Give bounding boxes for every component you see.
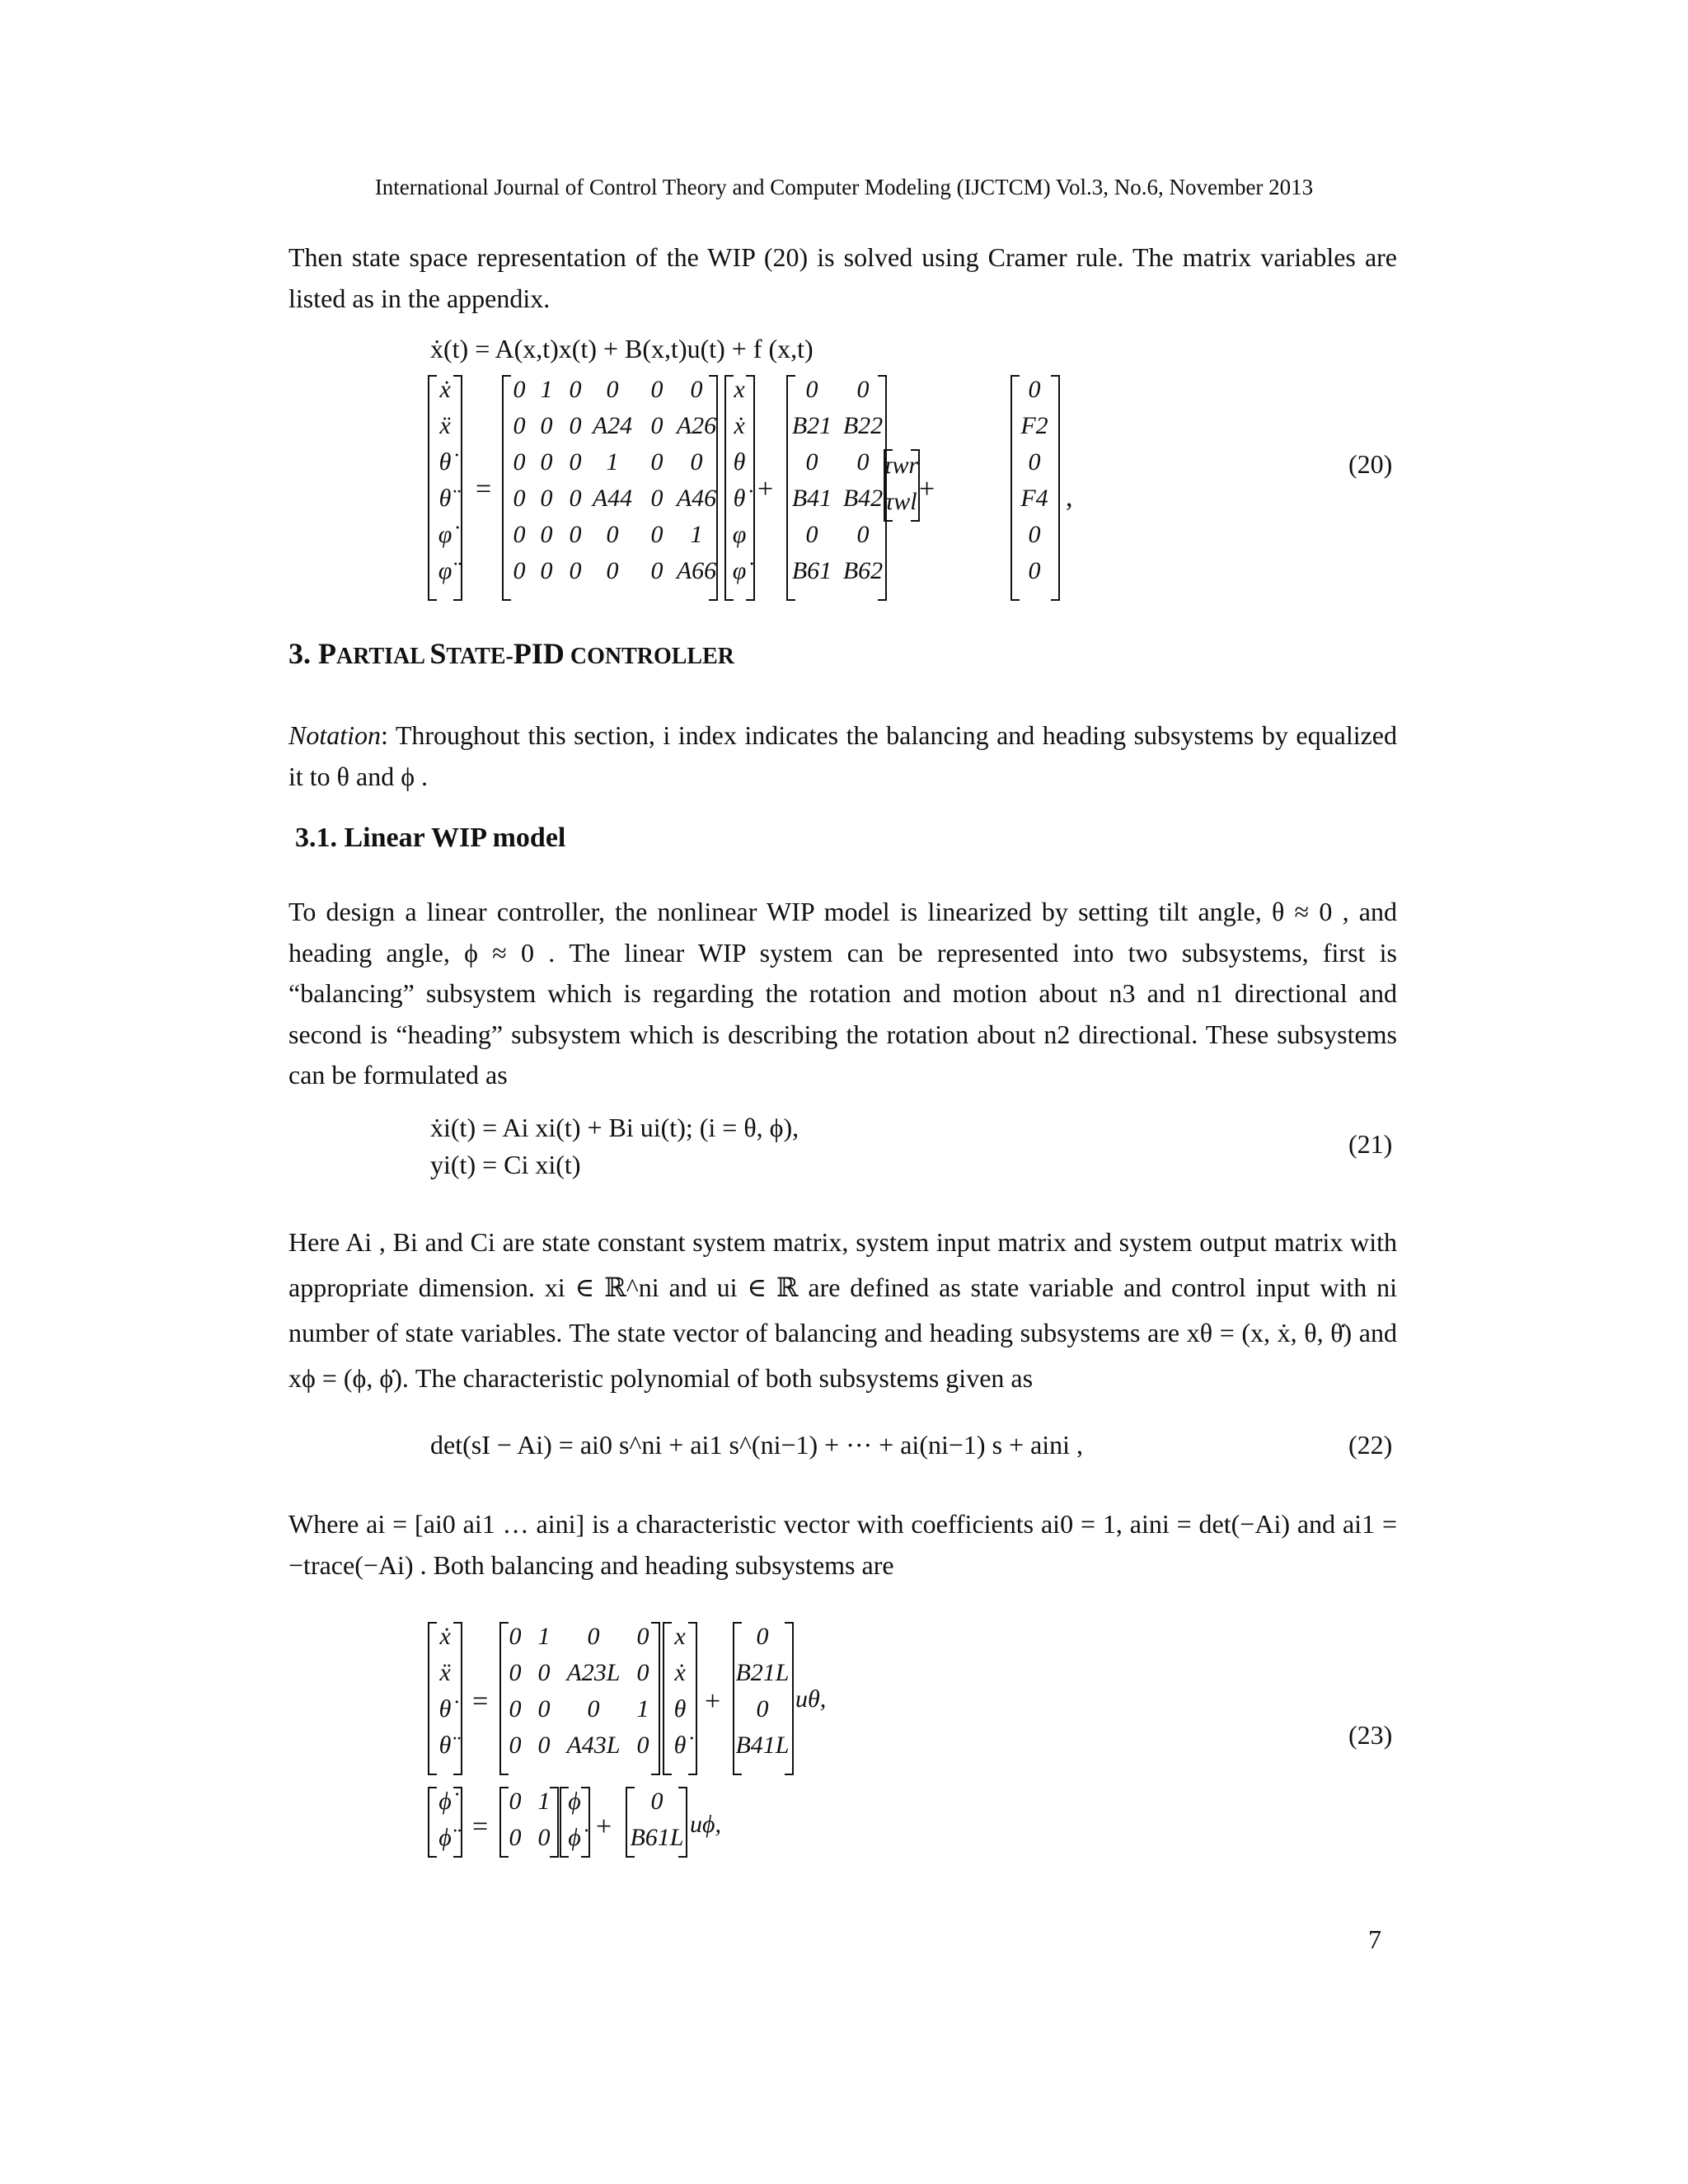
eq20-A-entry: 0	[540, 448, 553, 476]
eq23-phi-B-vector	[630, 1788, 683, 1851]
eq20-lhs-entry: ẍ	[439, 412, 451, 439]
eq23-phi-A-entry: 0	[509, 1788, 522, 1815]
eq20-state-vector	[733, 376, 754, 584]
eq23-theta-input: uθ,	[795, 1685, 827, 1713]
eq22-characteristic-polynomial: det(sI − Ai) = ai0 s^ni + ai1 s^(ni−1) + ··· + ai(ni−1) s + aini ,	[430, 1430, 1084, 1460]
eq20-A-entry: A46	[676, 485, 717, 512]
eq21-number: (21)	[1348, 1129, 1393, 1159]
eq23-phi-plus-sign: +	[596, 1811, 612, 1842]
eq20-state-entry: φ̇	[732, 557, 747, 584]
eq23-theta-B-entry: 0	[756, 1695, 769, 1722]
eq20-A-entry: 0	[690, 376, 703, 403]
where-paragraph: Where ai = [ai0 ai1 … aini] is a characteristic vector with coefficients ai0 = 1, aini = det(−Ai) and ai1 = −trace(−Ai) . Both balancing and heading subsystems are	[288, 1509, 1397, 1580]
eq20-B-entry: 0	[856, 376, 870, 403]
eq20-A-entry: 0	[606, 521, 619, 548]
eq20-F-entry: 0	[1028, 521, 1041, 548]
section-title-part: S	[429, 637, 447, 670]
eq20-A-entry: 0	[650, 376, 663, 403]
eq20-A-entry: 0	[650, 448, 663, 476]
eq20-plus-sign-1: +	[757, 474, 774, 504]
eq23-theta-A-entry: 1	[636, 1695, 649, 1722]
eq20-B-entry: B62	[842, 557, 884, 584]
eq20-tau-entry: τwr	[883, 452, 919, 479]
eq23-theta-equals-sign: =	[472, 1686, 489, 1717]
eq23-phi-state-entry: ϕ	[568, 1788, 581, 1815]
eq23-theta-B-entry: 0	[756, 1623, 769, 1650]
eq23-theta-lhs-entry: θ̇	[438, 1695, 452, 1722]
eq20-state-entry: θ̇	[733, 485, 746, 512]
eq23-phi-B-entry: 0	[650, 1788, 663, 1815]
eq23-phi-state-entry: ϕ̇	[568, 1824, 581, 1851]
eq20-A-entry: 1	[690, 521, 703, 548]
eq20-F-entry: 0	[1028, 376, 1041, 403]
eq20-torque-vector	[884, 452, 919, 515]
eq20-B-entry: 0	[805, 521, 818, 548]
eq20-lhs-vector	[438, 376, 462, 584]
eq20-lhs-entry: φ̇	[438, 521, 452, 548]
eq20-A-entry: 0	[569, 485, 582, 512]
eq20-A-entry: 0	[606, 376, 619, 403]
eq20-A-entry: 0	[513, 485, 526, 512]
eq20-equals-sign: =	[476, 474, 492, 504]
eq23-phi-equals-sign: =	[472, 1811, 489, 1842]
eq20-lhs-entry: θ̇	[438, 448, 452, 476]
eq23-theta-lhs-entry: ẍ	[439, 1659, 451, 1686]
page-number: 7	[1368, 1924, 1381, 1954]
linear-model-paragraph: To design a linear controller, the nonlinear WIP model is linearized by setting tilt angle, θ ≈ 0 , and heading angle, ϕ ≈ 0 . The linear WIP system can be represented into two subsystems, first is “balancing” subsystem which is regarding the rotation and motion about n3 and n1 directional and second is “heading” subsystem which is describing the rotation about n2 directional. These subsystems can be formulated as	[288, 897, 1397, 1090]
eq20-lhs-entry: ẋ	[439, 376, 451, 403]
eq20-A-entry: 0	[650, 485, 663, 512]
eq20-B-entry: 0	[856, 448, 870, 476]
eq20-F-entry: F4	[1020, 485, 1048, 512]
eq23-phi-input: uϕ,	[690, 1811, 722, 1838]
eq20-state-entry: x	[734, 376, 745, 403]
eq23-phi-B-entry: B61L	[630, 1824, 684, 1851]
section-title-part: TATE-	[446, 644, 513, 669]
eq23-number: (23)	[1348, 1720, 1393, 1750]
eq23-theta-A-entry: 1	[537, 1623, 551, 1650]
eq20-A-entry: 0	[513, 557, 526, 584]
eq20-B-entry: B41	[791, 485, 832, 512]
eq20-F-entry: 0	[1028, 448, 1041, 476]
eq23-theta-B-entry: B41L	[735, 1732, 790, 1759]
eq20-plus-sign-2: +	[919, 474, 935, 504]
eq23-theta-A-entry: A23L	[566, 1659, 621, 1686]
eq23-theta-A-entry: 0	[537, 1695, 551, 1722]
eq23-theta-A-entry: 0	[537, 1732, 551, 1759]
eq23-theta-state-entry: ẋ	[674, 1659, 686, 1686]
eq23-theta-A-entry: 0	[537, 1659, 551, 1686]
eq23-theta-lhs-entry: θ̈	[438, 1732, 452, 1759]
eq20-A-entry: 1	[540, 376, 553, 403]
eq23-phi-lhs-entry: ϕ̇	[438, 1788, 452, 1815]
running-header: International Journal of Control Theory and Computer Modeling (IJCTCM) Vol.3, No.6, November 2013	[374, 175, 1314, 199]
eq20-A-entry: 0	[513, 521, 526, 548]
eq20-lhs-entry: θ̈	[438, 485, 452, 512]
eq20-A-entry: 0	[650, 412, 663, 439]
eq20-A-entry: 0	[513, 412, 526, 439]
eq20-tau-entry: τwl	[884, 488, 917, 515]
eq20-B-entry: 0	[856, 521, 870, 548]
eq20-A-entry: A44	[592, 485, 633, 512]
eq20-B-entry: B21	[791, 412, 832, 439]
eq23-theta-lhs-vector	[438, 1623, 461, 1759]
eq23-theta-A-entry: 0	[636, 1732, 649, 1759]
eq23-theta-A-entry: 0	[636, 1623, 649, 1650]
section-title-part: P	[318, 637, 336, 670]
notation-label: Notation	[288, 720, 382, 750]
eq23-matrix-block	[424, 1619, 853, 1867]
eq23-theta-A-entry: 0	[509, 1695, 522, 1722]
eq23-theta-plus-sign: +	[705, 1686, 721, 1717]
eq23-theta-A-entry: 0	[509, 1659, 522, 1686]
eq23-phi-A-entry: 0	[509, 1824, 522, 1851]
intro-paragraph: Then state space representation of the WIP (20) is solved using Cramer rule. The matrix variables are listed as in the appendix.	[288, 242, 1397, 313]
eq20-A-entry: 0	[513, 448, 526, 476]
eq20-A-entry: 0	[540, 485, 553, 512]
eq23-phi-state-vector	[568, 1788, 588, 1851]
eq23-phi-lhs-vector	[438, 1788, 462, 1851]
eq20-matrix-block	[424, 373, 1084, 605]
notation-text: : Throughout this section, i index indicates the balancing and heading subsystems by equalized it to θ and ϕ .	[288, 720, 1397, 791]
eq20-B-entry: B42	[842, 485, 884, 512]
eq23-theta-state-entry: θ̇	[673, 1732, 687, 1759]
eq20-comma: ,	[1066, 482, 1073, 513]
section-title-part: PID	[513, 637, 565, 670]
eq20-state-entry: ẋ	[734, 412, 745, 439]
eq23-theta-B-vector	[735, 1623, 789, 1759]
eq20-A-entry: 0	[569, 557, 582, 584]
eq20-state-entry: θ	[733, 448, 746, 476]
eq23-phi-lhs-entry: ϕ̈	[438, 1824, 452, 1851]
eq20-state-entry: φ	[732, 521, 747, 548]
eq23-phi-A-entry: 1	[537, 1788, 551, 1815]
eq20-A-entry: 0	[569, 376, 582, 403]
eq20-B-entry: 0	[805, 448, 818, 476]
eq23-theta-state-vector	[673, 1623, 693, 1759]
eq20-A-entry: 0	[540, 521, 553, 548]
here-paragraph: Here Ai , Bi and Ci are state constant system matrix, system input matrix and system output matrix with appropriate dimension. xi ∈ ℝ^ni and ui ∈ ℝ are defined as state variable and control input with ni number of state variables. The state vector of balancing and heading subsystems are xθ = (x, ẋ, θ, θ̇) and xϕ = (ϕ, ϕ̇). The characteristic polynomial of both subsystems given as	[288, 1227, 1397, 1394]
section-number: 3.	[288, 637, 311, 670]
eq20-F-entry: F2	[1020, 412, 1048, 439]
eq23-theta-state-entry: x	[674, 1623, 686, 1650]
eq23-theta-A-matrix	[509, 1623, 649, 1759]
section-title-part: CONTROLLER	[564, 644, 734, 669]
eq20-B-entry: B22	[842, 412, 884, 439]
eq23-theta-lhs-entry: ẋ	[439, 1623, 451, 1650]
eq20-A-entry: 0	[606, 557, 619, 584]
eq23-phi-A-matrix	[509, 1788, 551, 1851]
eq20-state-equation: ẋ(t) = A(x,t)x(t) + B(x,t)u(t) + f (x,t)	[430, 334, 814, 363]
eq20-A-entry: A26	[676, 412, 717, 439]
notation-paragraph	[288, 715, 1397, 797]
eq20-A-entry: 0	[513, 376, 526, 403]
eq20-A-entry: A24	[592, 412, 633, 439]
eq20-B-entry: B61	[791, 557, 832, 584]
eq22-number: (22)	[1348, 1430, 1393, 1460]
eq20-A-entry: 0	[690, 448, 703, 476]
eq23-theta-state-entry: θ	[673, 1695, 687, 1722]
eq20-A-entry: 0	[540, 557, 553, 584]
eq20-A-entry: 0	[569, 521, 582, 548]
eq20-A-matrix	[513, 376, 717, 584]
section-title-part: ARTIAL	[336, 644, 430, 669]
eq20-A-entry: 0	[650, 557, 663, 584]
eq20-A-entry: A66	[676, 557, 717, 584]
eq23-theta-A-entry: 0	[636, 1659, 649, 1686]
subsection-heading-3-1: 3.1. Linear WIP model	[295, 823, 566, 853]
eq20-A-entry: 0	[650, 521, 663, 548]
eq20-B-matrix	[792, 376, 883, 584]
eq20-number: (20)	[1348, 449, 1393, 479]
eq23-theta-B-entry: B21L	[735, 1659, 790, 1686]
eq21-output-equation: yi(t) = Ci xi(t)	[430, 1150, 581, 1179]
section-heading-3	[288, 636, 734, 671]
eq20-F-entry: 0	[1028, 557, 1041, 584]
eq23-theta-A-entry: 0	[509, 1623, 522, 1650]
eq20-lhs-entry: φ̈	[438, 557, 452, 584]
eq20-F-vector	[1020, 376, 1048, 584]
eq23-theta-A-entry: 0	[509, 1732, 522, 1759]
eq23-theta-A-entry: 0	[587, 1695, 600, 1722]
eq20-A-entry: 0	[540, 412, 553, 439]
eq20-A-entry: 0	[569, 448, 582, 476]
eq20-B-entry: 0	[805, 376, 818, 403]
eq20-A-entry: 1	[606, 448, 619, 476]
eq20-A-entry: 0	[569, 412, 582, 439]
eq23-theta-A-entry: A43L	[566, 1732, 621, 1759]
eq21-state-equation: ẋi(t) = Ai xi(t) + Bi ui(t); (i = θ, ϕ),	[430, 1113, 799, 1142]
eq23-theta-A-entry: 0	[587, 1623, 600, 1650]
eq23-phi-A-entry: 0	[537, 1824, 551, 1851]
